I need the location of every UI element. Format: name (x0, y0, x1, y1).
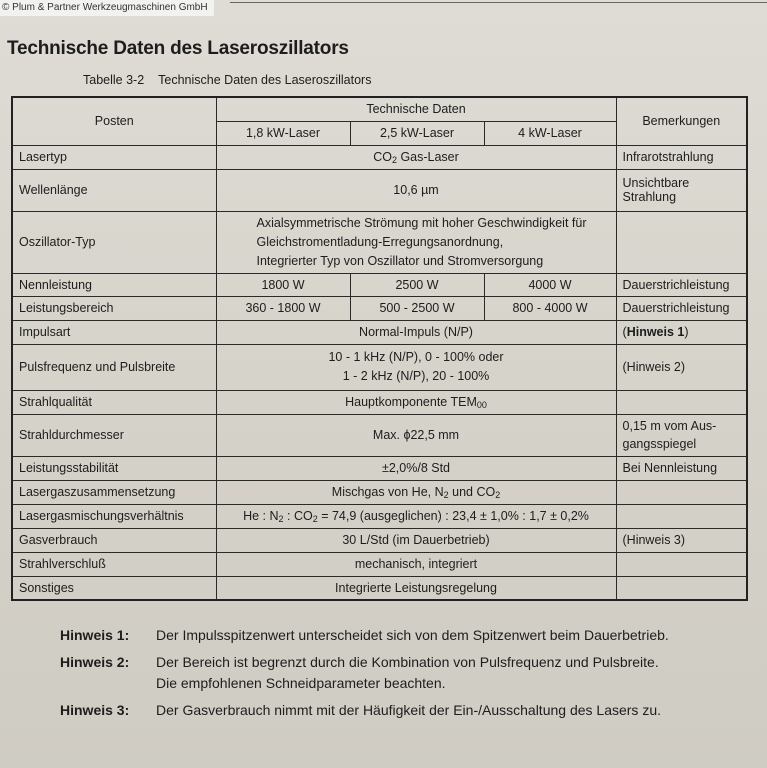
table-row (12, 211, 747, 273)
table-row (12, 414, 747, 456)
row-value: Axialsymmetrische Strömung mit hoher Geschwindigkeit für Gleichstromentladung-Erregungsanordnung, Integrierter Typ von Oszillator und Stromversorgung (216, 211, 616, 273)
row-label: Nennleistung (12, 273, 216, 296)
row-value: He : $N_2$ : $CO_2 = 74,9$ (ausgeglichen) : 23,4 ± 1,0% : 1,7 ± 0,2% (216, 504, 616, 528)
row-label: Leistungsstabilität (12, 456, 216, 480)
table-row (12, 480, 747, 504)
table-caption (83, 73, 385, 87)
header-technische-daten: Technische Daten (216, 97, 616, 121)
row-value: Max. ϕ22,5 mm (216, 414, 616, 456)
row-value: Integrierte Leistungsregelung (216, 576, 616, 600)
header-laser-2: 2,5 kW-Laser (350, 121, 484, 145)
footnote-key: Hinweis 2: (60, 654, 130, 670)
row-value: mechanisch, integriert (216, 552, 616, 576)
row-note: (Hinweis 2) (616, 344, 747, 390)
row-value: 30 L/Std (im Dauerbetrieb) (216, 528, 616, 552)
row-value: 10 - 1 kHz (N/P), 0 - 100% oder 1 - 2 kHz (N/P), 20 - 100% (216, 344, 616, 390)
row-value: ±2,0%/8 Std (216, 456, 616, 480)
row-label: Lasergaszusammensetzung (12, 480, 216, 504)
footnotes (60, 625, 756, 727)
row-value: Normal-Impuls (N/P) (216, 320, 616, 344)
table-row (12, 390, 747, 414)
row-value: 10,6 µm (216, 169, 616, 211)
row-value-1: 360 - 1800 W (216, 296, 350, 320)
row-label: Lasertyp (12, 145, 216, 169)
table-row (12, 504, 747, 528)
row-note (616, 576, 747, 600)
table-row (12, 273, 747, 296)
row-label: Leistungsbereich (12, 296, 216, 320)
row-label: Impulsart (12, 320, 216, 344)
row-value-1: 1800 W (216, 273, 350, 296)
footnote-text: Der Impulsspitzenwert unterscheidet sich von dem Spitzenwert beim Dauerbetrieb. (156, 627, 669, 643)
row-value-2: 2500 W (350, 273, 484, 296)
row-note: Bei Nennleistung (616, 456, 747, 480)
row-note (616, 390, 747, 414)
row-note: Unsichtbare Strahlung (616, 169, 747, 211)
table-row (12, 552, 747, 576)
row-note: Dauerstrichleistung (616, 296, 747, 320)
table-row (12, 145, 747, 169)
table-caption-text: Technische Daten des Laseroszillators (158, 73, 372, 87)
table-row (12, 456, 747, 480)
row-note (616, 480, 747, 504)
row-label: Gasverbrauch (12, 528, 216, 552)
row-label: Lasergasmischungsverhältnis (12, 504, 216, 528)
footnote-key: Hinweis 3: (60, 702, 130, 718)
row-note: 0,15 m vom Aus- gangsspiegel (616, 414, 747, 456)
footnote-text: Der Gasverbrauch nimmt mit der Häufigkeit der Ein-/Ausschaltung des Lasers zu. (156, 702, 661, 718)
row-value: Mischgas von He, $N_2$ und $CO_2$ (216, 480, 616, 504)
row-note (616, 552, 747, 576)
row-value: Hauptkomponente $TEM_{00}$ (216, 390, 616, 414)
row-label: Pulsfrequenz und Pulsbreite (12, 344, 216, 390)
footnote-3 (60, 700, 756, 721)
row-value-3: 800 - 4000 W (484, 296, 616, 320)
footnote-key: Hinweis 1: (60, 627, 130, 643)
header-rule (230, 2, 767, 3)
row-label: Sonstiges (12, 576, 216, 600)
row-label: Strahldurchmesser (12, 414, 216, 456)
row-note (616, 504, 747, 528)
table-row (12, 169, 747, 211)
header-bemerkungen: Bemerkungen (616, 97, 747, 145)
row-label: Oszillator-Typ (12, 211, 216, 273)
footnote-2 (60, 652, 756, 694)
row-note (616, 211, 747, 273)
page-title: Technische Daten des Laseroszillators (7, 38, 349, 59)
row-value-3: 4000 W (484, 273, 616, 296)
footnote-1 (60, 625, 756, 646)
row-value: $CO_2$ Gas-Laser (216, 145, 616, 169)
copyright-watermark: © Plum & Partner Werkzeugmaschinen GmbH (0, 0, 214, 16)
spec-table (11, 96, 748, 601)
row-note: Infrarotstrahlung (616, 145, 747, 169)
row-value-2: 500 - 2500 W (350, 296, 484, 320)
table-row (12, 576, 747, 600)
footnote-text: Der Bereich ist begrenzt durch die Kombination von Pulsfrequenz und Pulsbreite. Die empfohlenen Schneidparameter beachten. (156, 654, 659, 691)
table-row (12, 296, 747, 320)
row-note: Dauerstrichleistung (616, 273, 747, 296)
row-label: Strahlqualität (12, 390, 216, 414)
header-posten: Posten (12, 97, 216, 145)
table-row (12, 344, 747, 390)
row-note: (Hinweis 1) (616, 320, 747, 344)
row-label: Wellenlänge (12, 169, 216, 211)
table-caption-label: Tabelle 3-2 (83, 73, 145, 87)
table-row (12, 528, 747, 552)
row-note: (Hinweis 3) (616, 528, 747, 552)
header-laser-3: 4 kW-Laser (484, 121, 616, 145)
row-label: Strahlverschluß (12, 552, 216, 576)
header-laser-1: 1,8 kW-Laser (216, 121, 350, 145)
table-row (12, 320, 747, 344)
